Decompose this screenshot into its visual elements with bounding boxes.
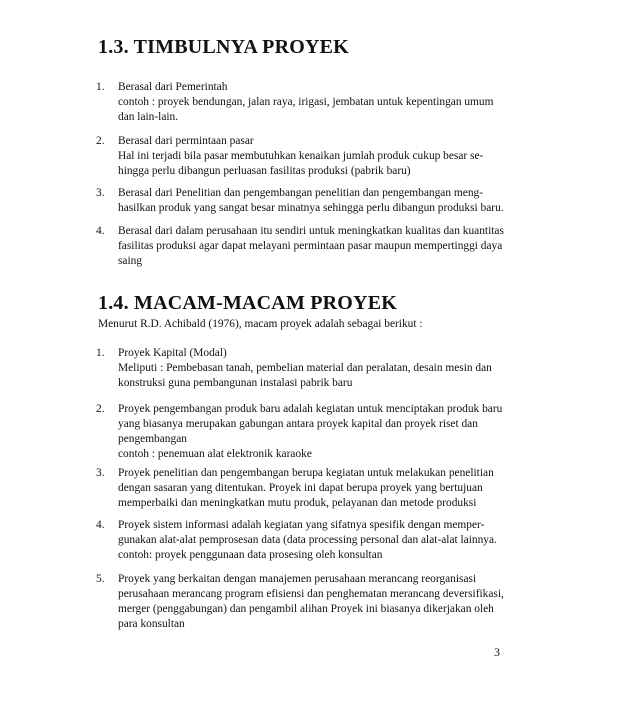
list-line: memperbaiki dan meningkatkan mutu produk, pelayanan dan metode produksi [118, 497, 477, 509]
list-line: Berasal dari permintaan pasar [118, 135, 254, 147]
list-number: 4. [96, 225, 105, 237]
page-number: 3 [494, 645, 500, 659]
section-heading-1-3: 1.3. TIMBULNYA PROYEK [98, 36, 349, 58]
list-line: yang biasanya merupakan gabungan antara proyek kapital dan proyek riset dan [118, 418, 478, 430]
list-line: contoh : proyek bendungan, jalan raya, irigasi, jembatan untuk kepentingan umum [118, 96, 494, 108]
list-item [96, 466, 516, 511]
list-line: fasilitas produksi agar dapat melayani permintaan pasar maupun mempertinggi daya [118, 240, 503, 252]
list-number: 1. [96, 347, 105, 359]
list-line: merger (penggabungan) dan pengambil alihan Proyek ini biasanya dikerjakan oleh [118, 603, 494, 615]
list-line: saing [118, 255, 143, 267]
list-line: Berasal dari Pemerintah [118, 81, 228, 93]
list-number: 3. [96, 467, 105, 479]
list-item [96, 518, 516, 563]
section-heading-1-4: 1.4. MACAM-MACAM PROYEK [98, 292, 397, 314]
list-item [96, 224, 516, 269]
list-line: Proyek penelitian dan pengembangan berupa kegiatan untuk melakukan penelitian [118, 467, 494, 479]
list-line: konstruksi guna pembangunan instalasi pabrik baru [118, 377, 353, 389]
list-line: pengembangan [118, 433, 187, 445]
list-line: Meliputi : Pembebasan tanah, pembelian material dan peralatan, desain mesin dan [118, 362, 492, 374]
list-line: contoh : penemuan alat elektronik karaoke [118, 448, 312, 460]
list-line: dan lain-lain. [118, 111, 179, 123]
list-item [96, 134, 516, 179]
section-intro: Menurut R.D. Achibald (1976), macam proyek adalah sebagai berikut : [98, 318, 423, 330]
list-line: dengan sasaran yang ditentukan. Proyek ini dapat berupa proyek yang bertujuan [118, 482, 483, 494]
list-line: Hal ini terjadi bila pasar membutuhkan kenaikan jumlah produk cukup besar se- [118, 150, 484, 162]
list-item [96, 402, 516, 462]
list-item [96, 346, 516, 391]
list-line: perusahaan merancang program efisiensi dan penghematan merancang deversifikasi, [118, 588, 504, 600]
list-number: 2. [96, 135, 105, 147]
list-number: 4. [96, 519, 105, 531]
list-line: hasilkan produk yang sangat besar minatnya sehingga perlu dibangun produksi baru. [118, 202, 504, 214]
list-number: 3. [96, 187, 105, 199]
list-line: Berasal dari dalam perusahaan itu sendiri untuk meningkatkan kualitas dan kuantitas [118, 225, 504, 237]
list-line: Proyek Kapital (Modal) [118, 347, 227, 359]
list-item [96, 572, 516, 632]
list-line: hingga perlu dibangun perluasan fasilitas produksi (pabrik baru) [118, 165, 411, 177]
list-item [96, 80, 516, 125]
list-line: Proyek sistem informasi adalah kegiatan yang sifatnya spesifik dengan memper- [118, 519, 485, 531]
list-line: Proyek pengembangan produk baru adalah kegiatan untuk menciptakan produk baru [118, 403, 503, 415]
list-number: 2. [96, 403, 105, 415]
list-line: gunakan alat-alat pemprosesan data (data processing personal dan alat-alat lainnya. [118, 534, 497, 546]
list-number: 5. [96, 573, 105, 585]
list-line: contoh: proyek penggunaan data prosesing oleh konsultan [118, 549, 383, 561]
list-item [96, 186, 516, 216]
list-line: Proyek yang berkaitan dengan manajemen perusahaan merancang reorganisasi [118, 573, 477, 585]
list-line: Berasal dari Penelitian dan pengembangan penelitian dan pengembangan meng- [118, 187, 484, 199]
list-line: para konsultan [118, 618, 185, 630]
list-number: 1. [96, 81, 105, 93]
